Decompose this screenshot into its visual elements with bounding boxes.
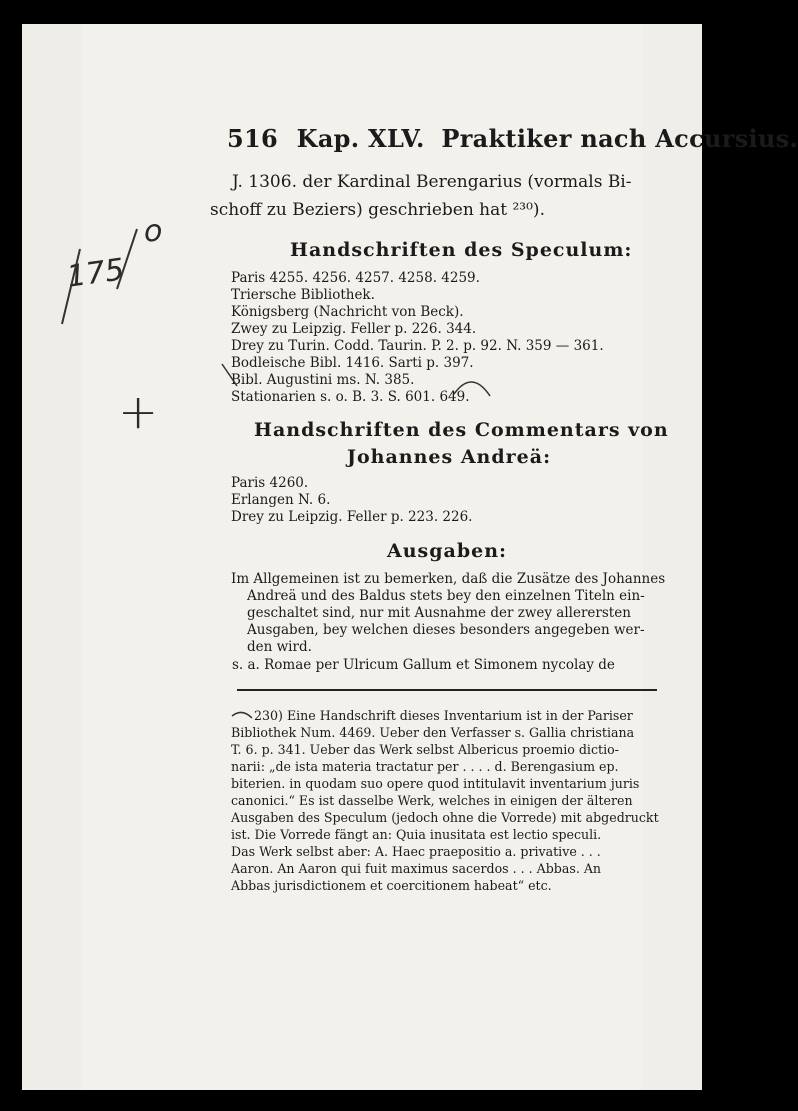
footnote-line: 230) Eine Handschrift dieses Inventarium ist in der Pariser (254, 708, 633, 723)
manuscript-line: Triersche Bibliothek. (231, 287, 375, 303)
footnote-line: Das Werk selbst aber: A. Haec praepositio a. privative . . . (231, 844, 601, 859)
footnote-line: Bibliothek Num. 4469. Ueber den Verfasser s. Gallia christiana (231, 725, 635, 740)
footnote-line: Aaron. An Aaron qui fuit maximus sacerdos . . . Abbas. An (231, 861, 602, 876)
footnote-line: canonici.“ Es ist dasselbe Werk, welches in einigen der älteren (231, 793, 633, 808)
section-heading-speculum: Handschriften des Speculum: (290, 239, 633, 261)
footnote-line: Ausgaben des Speculum (jedoch ohne die Vorrede) mit abgedruckt (231, 810, 659, 825)
chapter-title: Praktiker nach Accursius. (441, 124, 798, 153)
manuscript-line: Drey zu Leipzig. Feller p. 223. 226. (231, 509, 473, 525)
editions-text-line: den wird. (247, 639, 312, 655)
editions-text-line: Im Allgemeinen ist zu bemerken, daß die Zusätze des Johannes (231, 571, 666, 587)
footnote-line: ist. Die Vorrede fängt an: Quia inusitata est lectio speculi. (231, 827, 602, 842)
editions-text-line: Andreä und des Baldus stets bey den einzelnen Titeln ein- (247, 588, 645, 604)
document-page (22, 24, 798, 1090)
footnote-line: Abbas jurisdictionem et coercitionem habeat“ etc. (231, 878, 552, 893)
page-number: 516 (227, 124, 278, 153)
manuscript-line: Königsberg (Nachricht von Beck). (231, 304, 464, 320)
margin-note-number: 175 (64, 252, 127, 295)
footnote-line: narii: „de ista materia tractatur per . . . . d. Berengasium ep. (231, 759, 619, 774)
manuscript-line: Paris 4260. (231, 475, 309, 491)
chapter-number: Kap. XLV. (296, 124, 425, 153)
section-heading-commentary: Handschriften des Commentars von (254, 419, 669, 441)
editions-text-line: s. a. Romae per Ulricum Gallum et Simonem nycolay de (232, 657, 615, 673)
manuscript-line: Erlangen N. 6. (231, 492, 331, 508)
footnote-line: biterien. in quodam suo opere quod intitulavit inventarium juris (231, 776, 640, 791)
section-heading-editions: Ausgaben: (387, 540, 508, 562)
editions-text-line: Ausgaben, bey welchen dieses besonders angegeben wer- (247, 622, 645, 638)
margin-note-cross: + (118, 384, 159, 440)
manuscript-line: Paris 4255. 4256. 4257. 4258. 4259. (231, 270, 480, 286)
manuscript-line: Stationarien s. o. B. 3. S. 601. 649. (231, 389, 470, 405)
pencil-strokes (22, 24, 702, 1090)
manuscript-line: Bibl. Augustini ms. N. 385. (231, 372, 415, 388)
margin-note-mark: o (144, 214, 163, 249)
manuscript-line: Zwey zu Leipzig. Feller p. 226. 344. (231, 321, 477, 337)
editions-text-line: geschaltet sind, nur mit Ausnahme der zwey allerersten (247, 605, 631, 621)
intro-line: schoff zu Beziers) geschrieben hat ²³⁰). (210, 200, 545, 220)
section-heading-commentary-author: Johannes Andreä: (347, 446, 552, 468)
manuscript-line: Bodleische Bibl. 1416. Sarti p. 397. (231, 355, 474, 371)
footnote-line: T. 6. p. 341. Ueber das Werk selbst Albericus proemio dictio- (231, 742, 619, 757)
manuscript-line: Drey zu Turin. Codd. Taurin. P. 2. p. 92. N. 359 — 361. (231, 338, 604, 354)
intro-line: J. 1306. der Kardinal Berengarius (vormals Bi- (232, 172, 632, 192)
